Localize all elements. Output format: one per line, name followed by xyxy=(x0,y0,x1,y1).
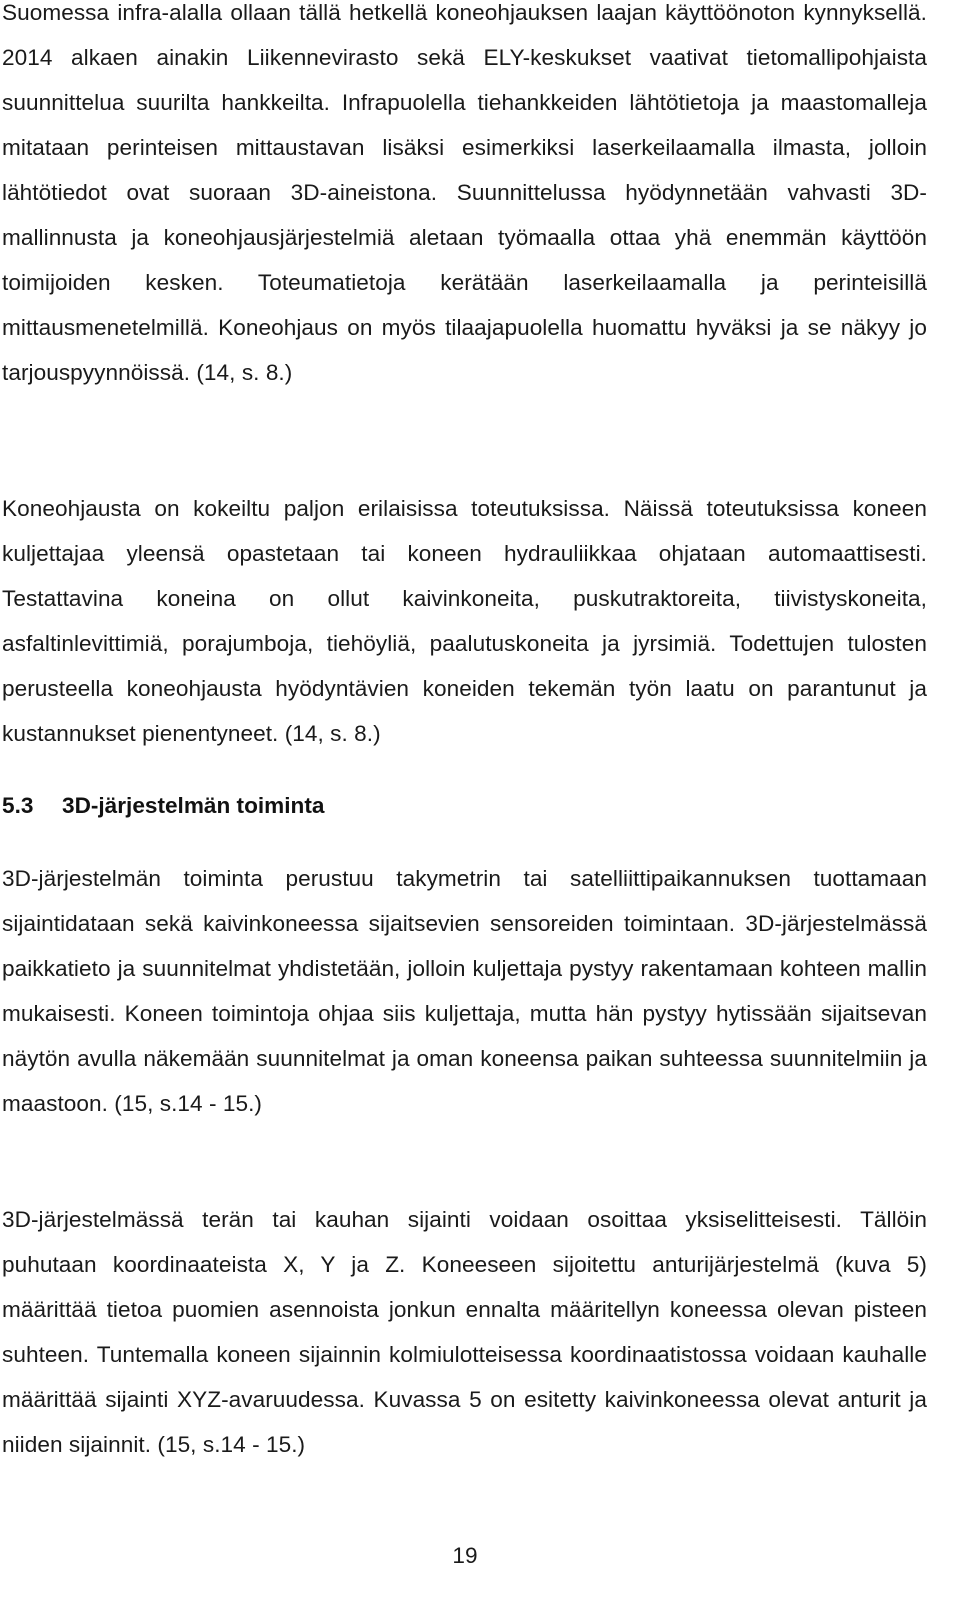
page-number: 19 xyxy=(452,1543,478,1568)
section-number: 5.3 xyxy=(2,793,34,818)
section-heading xyxy=(2,786,324,826)
paragraph-bucket-position: 3D-järjestelmässä terän tai kauhan sijainti voidaan osoittaa yksiselitteisesti. Tällöin puhutaan koordinaateista X, Y ja Z. Koneeseen sijoitettu anturijärjestelmä (kuva 5) määrittää tietoa puomien asennoista jonkun ennalta määritellyn koneessa olevan pisteen suhteen. Tuntemalla koneen sijainnin kolmiulotteisessa koordinaatistossa voidaan kauhalle määrittää sijainti XYZ-avaruudessa. Kuvassa 5 on esitetty kaivinkoneessa olevat anturit ja niiden sijainnit. (15, s.14 - 15.) xyxy=(2,1207,927,1457)
paragraph-infra-machine-control: Suomessa infra-alalla ollaan tällä hetkellä koneohjauksen laajan käyttöönoton kynnyksellä. 2014 alkaen ainakin Liikennevirasto sekä ELY-keskukset vaativat tietomallipohjaista suunnittelua suurilta hankkeilta. Infrapuolella tiehankkeiden lähtötietoja ja maastomalleja mitataan perinteisen mittaustavan lisäksi esimerkiksi laserkeilaamalla ilmasta, jolloin lähtötiedot ovat suoraan 3D-aineistona. Suunnittelussa hyödynnetään vahvasti 3D-mallinnusta ja koneohjausjärjestelmiä aletaan työmaalla ottaa yhä enemmän käyttöön toimijoiden kesken. Toteumatietoja kerätään laserkeilaamalla ja perinteisillä mittausmenetelmillä. Koneohjaus on myös tilaajapuolella huomattu hyväksi ja se näkyy jo tarjouspyynnöissä. (14, s. 8.) xyxy=(2,0,927,385)
paragraph-3d-system-operation: 3D-järjestelmän toiminta perustuu takymetrin tai satelliittipaikannuksen tuottamaan sijaintidataan sekä kaivinkoneessa sijaitsevien sensoreiden toimintaan. 3D-järjestelmässä paikkatieto ja suunnitelmat yhdistetään, jolloin kuljettaja pystyy rakentamaan kohteen mallin mukaisesti. Koneen toimintoja ohjaa siis kuljettaja, mutta hän pystyy hytissään sijaitsevan näytön avulla näkemään suunnitelmat ja oman koneensa paikan suhteessa suunnitelmiin ja maastoon. (15, s.14 - 15.) xyxy=(2,866,927,1116)
section-title: 3D-järjestelmän toiminta xyxy=(62,793,325,818)
paragraph-machine-control-trials: Koneohjausta on kokeiltu paljon erilaisissa toteutuksissa. Näissä toteutuksissa koneen kuljettajaa yleensä opastetaan tai koneen hydrauliikkaa ohjataan automaattisesti. Testattavina koneina on ollut kaivinkoneita, puskutraktoreita, tiivistyskoneita, asfaltinlevittimiä, porajumboja, tiehöyliä, paalutuskoneita ja jyrsimiä. Todettujen tulosten perusteella koneohjausta hyödyntävien koneiden tekemän työn laatu on parantunut ja kustannukset pienentyneet. (14, s. 8.) xyxy=(2,496,927,746)
